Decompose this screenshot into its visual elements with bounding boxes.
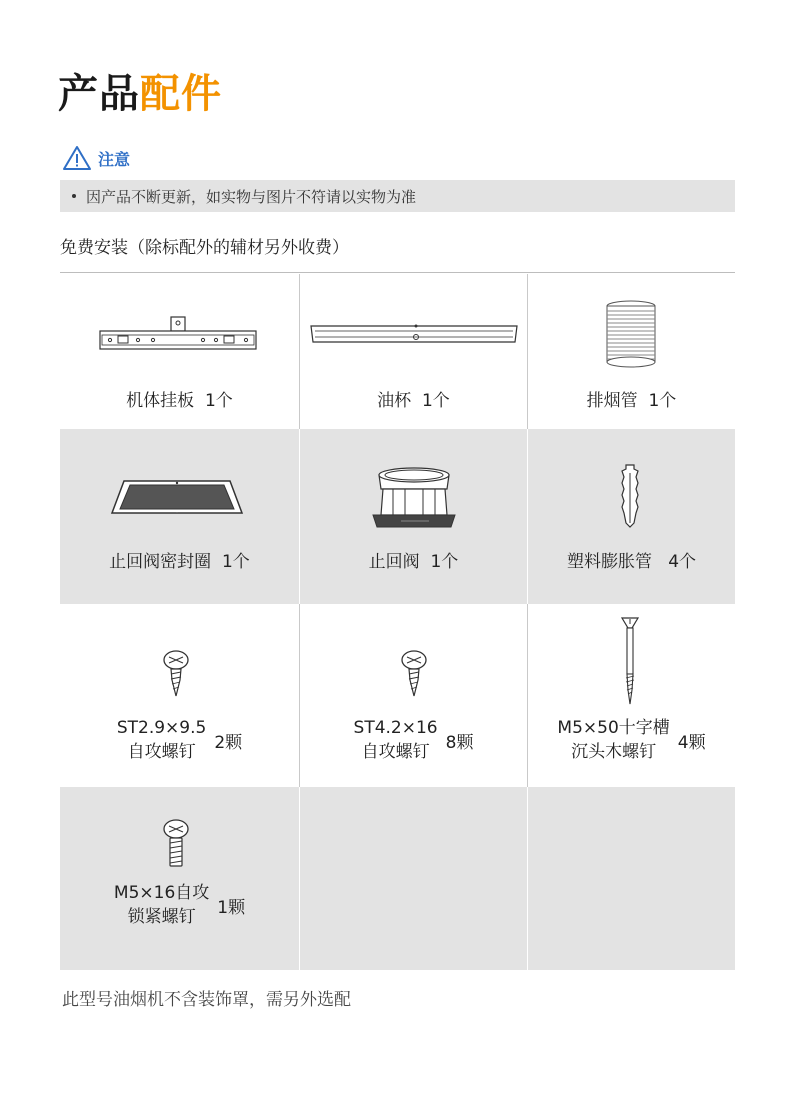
divider xyxy=(60,272,735,273)
item-cell xyxy=(528,274,735,429)
bullet-icon xyxy=(72,194,76,198)
item-label: ST2.9×9.5 自攻螺钉 2颗 xyxy=(116,718,243,762)
item-cell xyxy=(300,274,527,429)
lock-screw-icon xyxy=(162,819,190,869)
oil-cup-icon xyxy=(309,322,519,348)
check-valve-icon xyxy=(371,465,457,531)
item-cell xyxy=(60,604,299,787)
tapping-screw-icon xyxy=(400,650,428,700)
empty-cell xyxy=(528,787,735,970)
item-cell xyxy=(300,604,527,787)
wood-screw-icon xyxy=(619,616,641,708)
item-label: 机体挂板 1个 xyxy=(126,391,233,411)
notice-heading xyxy=(62,144,130,172)
item-cell xyxy=(528,604,735,787)
item-label: 油杯 1个 xyxy=(377,391,450,411)
valve-seal-icon xyxy=(110,479,244,517)
item-label: 排烟管 1个 xyxy=(586,391,677,411)
plastic-anchor-icon xyxy=(618,463,642,529)
notice-text: 因产品不断更新，如实物与图片不符请以实物为准 xyxy=(86,187,417,206)
item-label: ST4.2×16 自攻螺钉 8颗 xyxy=(353,718,474,762)
wall-bracket-icon xyxy=(98,314,258,354)
item-cell xyxy=(300,429,527,604)
item-label: 止回阀 1个 xyxy=(368,552,459,572)
item-cell xyxy=(60,787,299,970)
exhaust-pipe-icon xyxy=(604,298,658,370)
item-label: M5×50十字槽 沉头木螺钉 4颗 xyxy=(557,718,706,762)
page-title: 产品配件 xyxy=(58,71,222,117)
warning-icon xyxy=(62,145,92,171)
item-label: 塑料膨胀管 4个 xyxy=(566,552,697,572)
footer-note: 此型号油烟机不含装饰罩，需另外选配 xyxy=(62,990,351,1010)
empty-cell xyxy=(300,787,527,970)
item-label: 止回阀密封圈 1个 xyxy=(109,552,250,572)
item-cell xyxy=(528,429,735,604)
notice-heading-text: 注意 xyxy=(98,149,131,169)
item-cell xyxy=(60,274,299,429)
item-cell xyxy=(60,429,299,604)
tapping-screw-icon xyxy=(162,650,190,700)
install-note: 免费安装（除标配外的辅材另外收费） xyxy=(60,238,349,258)
item-label: M5×16自攻 锁紧螺钉 1颗 xyxy=(113,883,246,927)
notice-bar xyxy=(60,180,735,212)
